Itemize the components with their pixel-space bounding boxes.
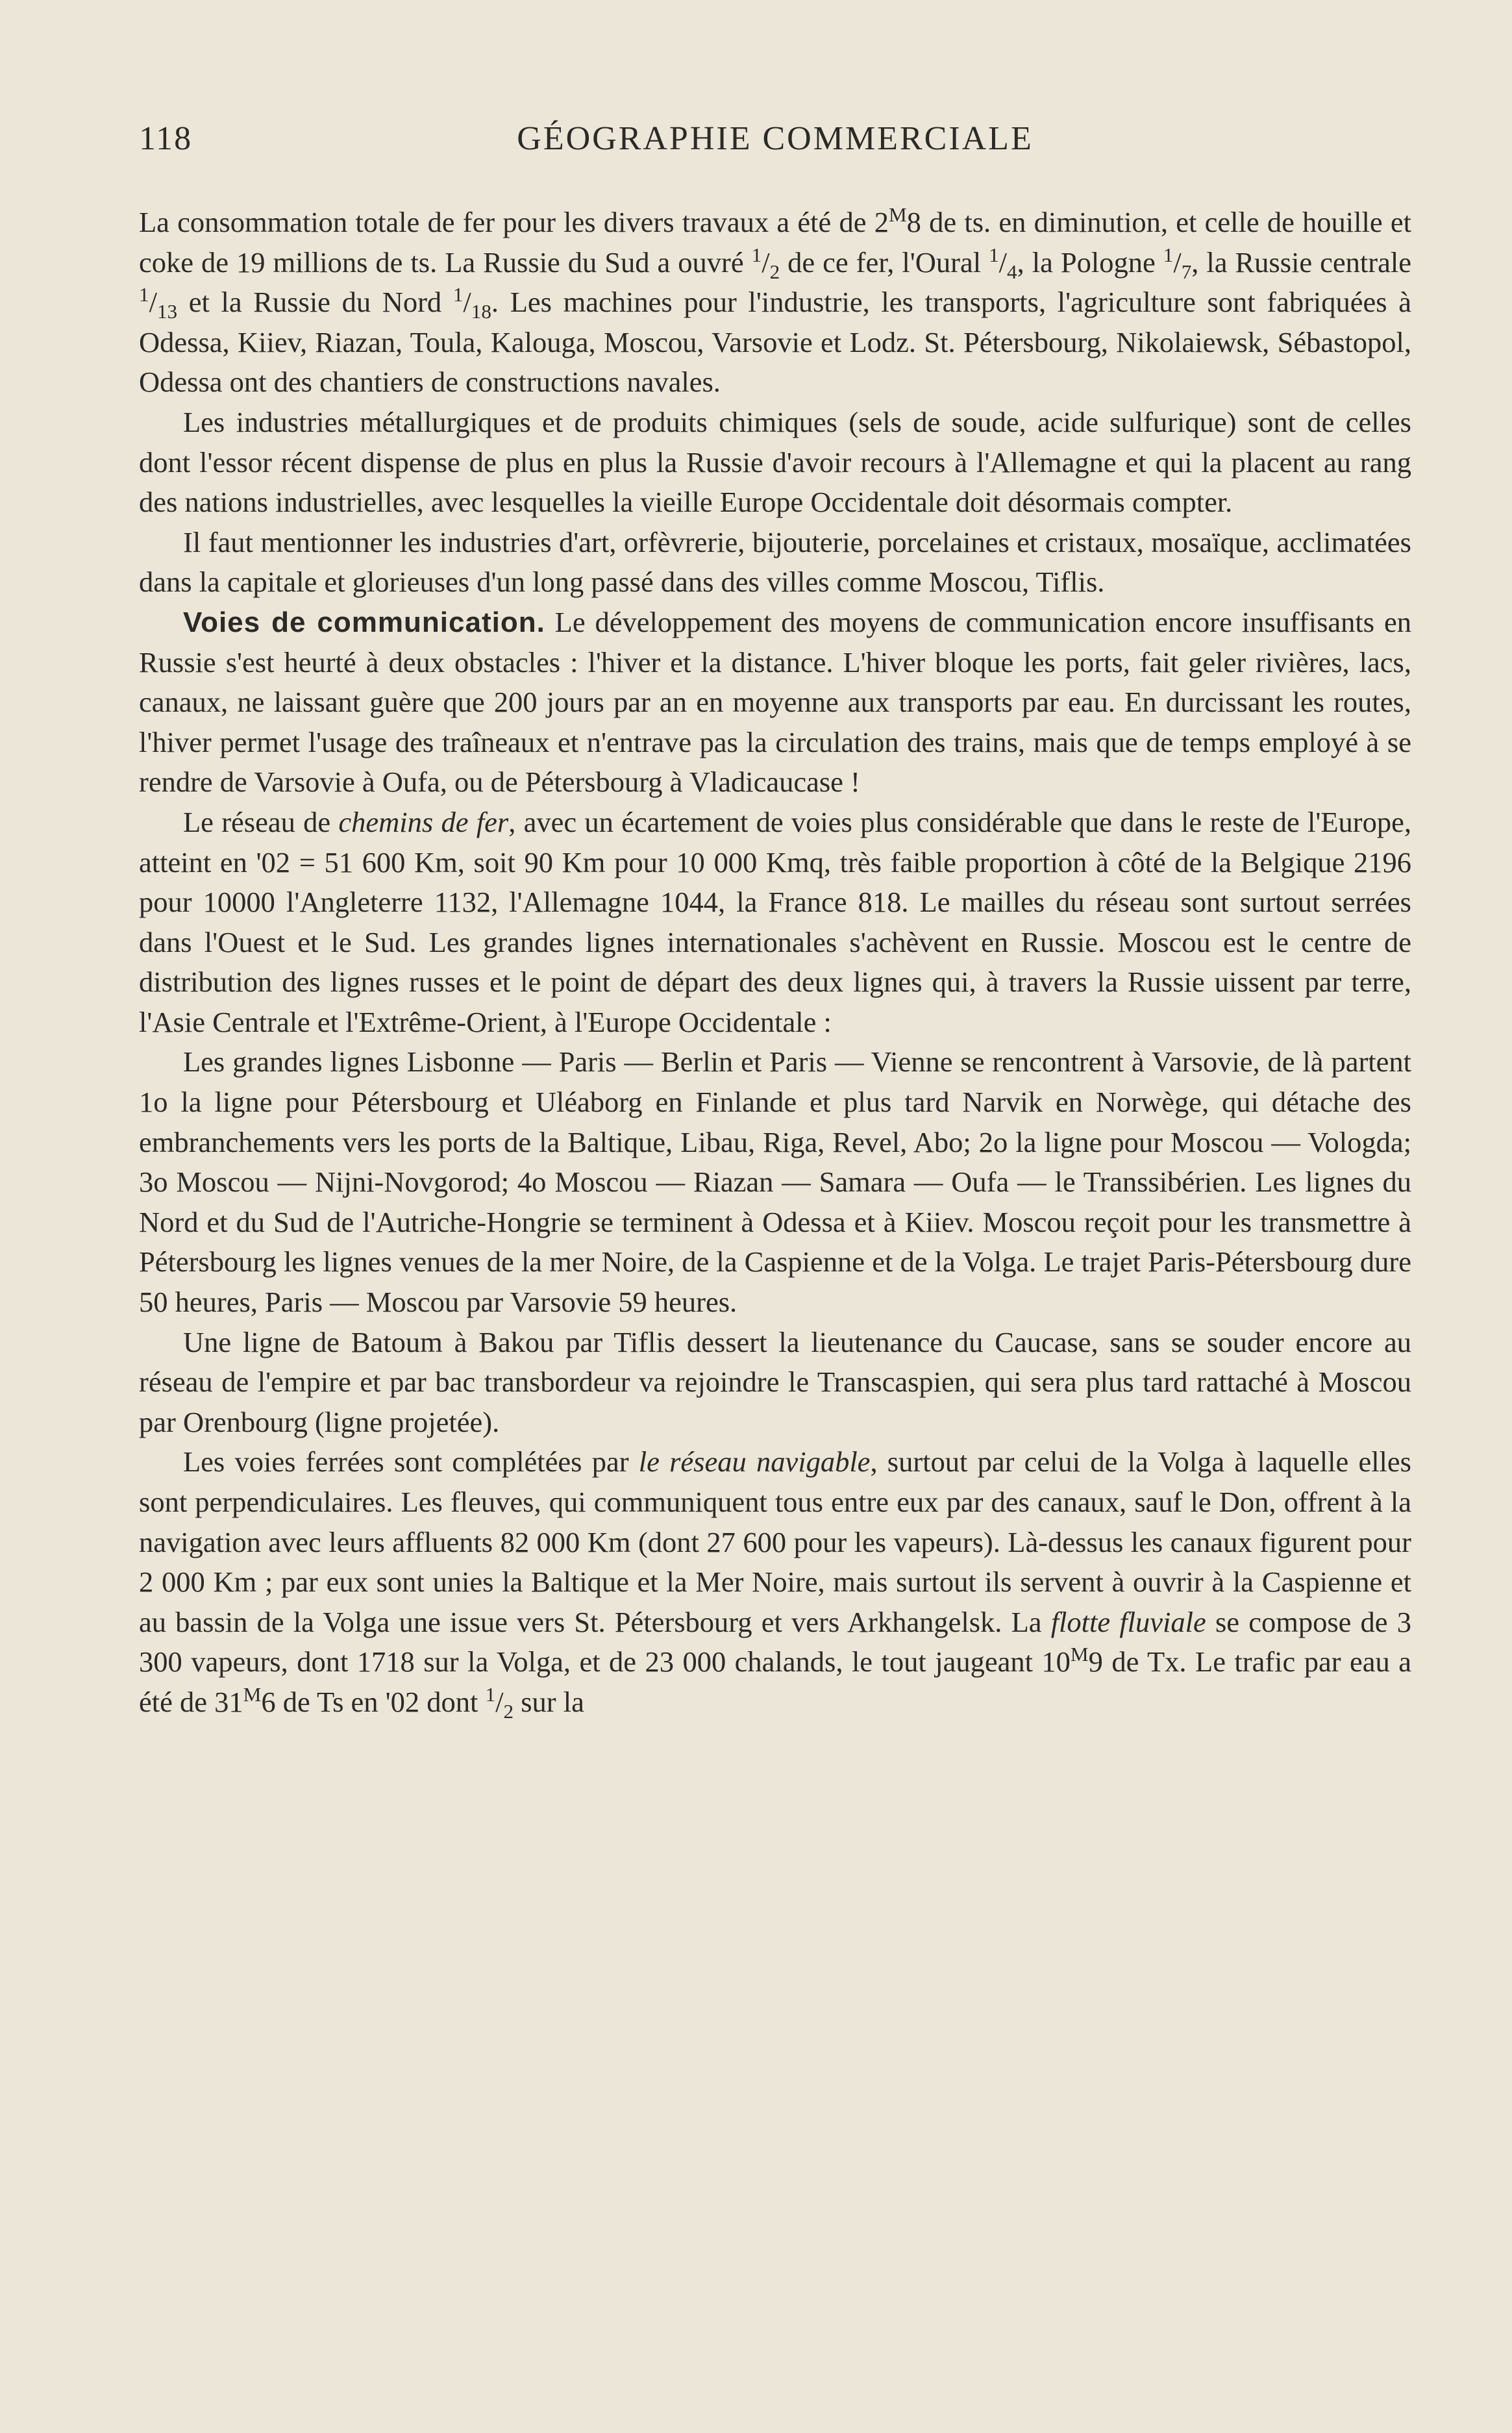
paragraph-waterways: Les voies ferrées sont complétées par le réseau navigable, surtout par celui de la Volga à laquelle elles sont perpendiculaires. Les fleuves, qui communiquent tous entre eux par des canaux, sauf le Don, offrent à la navigation avec leurs affluents 82 000 Km (dont 27 600 pour les vapeurs). Là-dessus les canaux figurent pour 2 000 Km ; par eux sont unies la Baltique et la Mer Noire, mais surtout ils servent à ouvrir à la Caspienne et au bassin de la Volga une issue vers St. Pétersbourg et vers Arkhangelsk. La flotte fluviale se compose de 3 300 vapeurs, dont 1718 sur la Volga, et de 23 000 chalands, le tout jaugeant $10^M9$ de Tx. Le trafic par eau a été de $31^M6$ de Ts en '02 dont $^1/_2$ sur la — [139, 1445, 1411, 1723]
section-heading: Voies de communication. — [183, 606, 545, 638]
paragraph-main-lines: Les grandes lignes Lisbonne — Paris — Berlin et Paris — Vienne se rencontrent à Varsovie, de là partent 1o la ligne pour Pétersbourg et Uléaborg en Finlande et plus tard Narvik en Norwège, qui détache des embranchements vers les ports de la Baltique, Libau, Riga, Revel, Abo; 2o la ligne pour Moscou — Vologda; 3o Moscou — Nijni-Novgorod; 4o Moscou — Riazan — Samara — Oufa — le Transsibérien. Les lignes du Nord et du Sud de l'Autriche-Hongrie se terminent à Odessa et à Kiiev. Moscou reçoit pour les transmettre à Pétersbourg les lignes venues de la mer Noire, de la Caspienne et de la Volga. Le trajet Paris-Pétersbourg dure 50 heures, Paris — Moscou par Varsovie 59 heures. — [139, 1045, 1411, 1319]
body-text — [139, 203, 1411, 1723]
page-header — [139, 114, 1411, 166]
paragraph-metallurgy: Les industries métallurgiques et de produits chimiques (sels de soude, acide sulfurique) sont de celles dont l'essor récent dispense de plus en plus la Russie d'avoir recours à l'Allemagne et qui la placent au rang des nations industrielles, avec lesquelles la vieille Europe Occidentale doit désormais compter. — [139, 405, 1411, 519]
running-title: GÉOGRAPHIE COMMERCIALE — [517, 120, 1034, 157]
paragraph-communication: Voies de communication. Le développement des moyens de communication encore insuffisants en Russie s'est heurté à deux obstacles : l'hiver et la distance. L'hiver bloque les ports, fait geler rivières, lacs, canaux, ne laissant guère que 200 jours par an en moyenne aux transports par eau. En durcissant les routes, l'hiver permet l'usage des traîneaux et n'entrave pas la circulation des trains, mais que de temps employé à se rendre de Varsovie à Oufa, ou de Pétersbourg à Vladicaucase ! — [139, 605, 1411, 799]
paragraph-iron-consumption: La consommation totale de fer pour les divers travaux a été de $2^M8$ de ts. en diminution, et celle de houille et coke de 19 millions de ts. La Russie du Sud a ouvré $^1/_2$ de ce fer, l'Oural $^1/_4$, la Pologne $^1/_7$, la Russie centrale $^1/_{13}$ et la Russie du Nord $^1/_{18}$. Les machines pour l'industrie, les transports, l'agriculture sont fabriquées à Odessa, Kiiev, Riazan, Toula, Kalouga, Moscou, Varsovie et Lodz. St. Pétersbourg, Nikolaiewsk, Sébastopol, Odessa ont des chantiers de constructions navales. — [139, 203, 1412, 399]
paragraph-railway-network: Le réseau de chemins de fer, avec un écartement de voies plus considérable que dans le reste de l'Europe, atteint en '02 = 51 600 Km, soit 90 Km pour 10 000 Kmq, très faible proportion à côté de la Belgique 2196 pour 10000 l'Angleterre 1132, l'Allemagne 1044, la France 818. Le mailles du réseau sont surtout serrées dans l'Ouest et le Sud. Les grandes lignes internationales s'achèvent en Russie. Moscou est le centre de distribution des lignes russes et le point de départ des deux lignes qui, à travers la Russie uissent par terre, l'Asie Centrale et l'Extrême-Orient, à l'Europe Occidentale : — [139, 805, 1411, 1038]
paragraph-art-industries: Il faut mentionner les industries d'art, orfèvrerie, bijouterie, porcelaines et cristaux, mosaïque, acclimatées dans la capitale et glorieuses d'un long passé dans des villes comme Moscou, Tiflis. — [139, 525, 1411, 599]
page-number: 118 — [139, 120, 193, 157]
paragraph-batoum-bakou: Une ligne de Batoum à Bakou par Tiflis dessert la lieutenance du Caucase, sans se souder encore au réseau de l'empire et par bac transbordeur va rejoindre le Transcaspien, qui sera plus tard rattaché à Moscou par Orenbourg (ligne projetée). — [139, 1325, 1411, 1438]
